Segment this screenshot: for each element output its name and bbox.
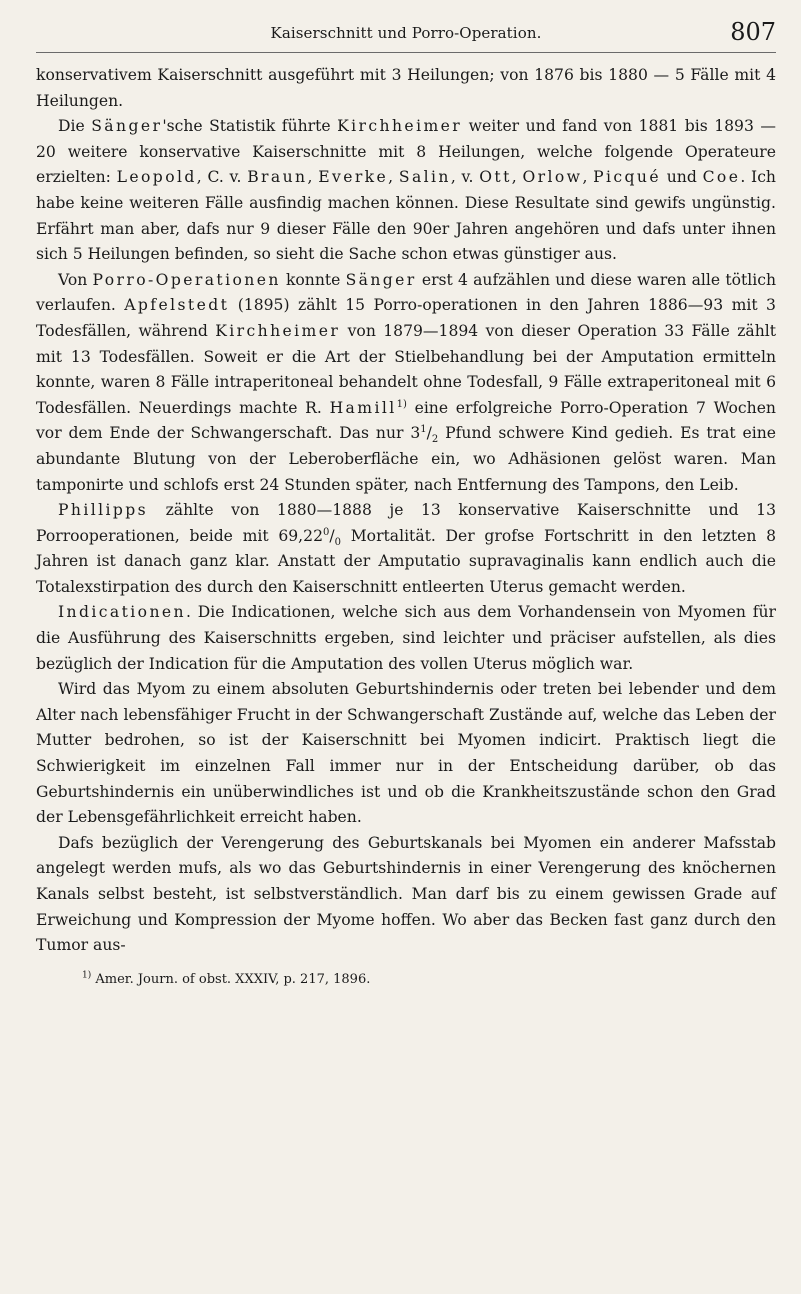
author-name: Orlow [522, 168, 583, 187]
fraction-slash: / [426, 424, 432, 443]
author-name: Coe [702, 168, 741, 187]
percent-slash: / [329, 526, 335, 545]
text-run: eine erfolgreiche Porro-Operation 7 Wochen vor dem Ende der Schwangerschaft. Das nur 3 [36, 398, 776, 443]
author-name: Kirchheimer [215, 321, 341, 340]
percent-sub: 0 [334, 536, 342, 548]
page-header [36, 18, 776, 53]
author-name: Ott [479, 168, 512, 187]
page-number: 807 [730, 18, 776, 46]
book-page [36, 18, 776, 989]
footnote-reference[interactable]: 1) [396, 398, 407, 410]
text-run: (1895) zählt 15 Porro-operationen in den Jahren 1886—93 mit 3 Todesfällen, während [36, 296, 776, 340]
footnote-text: Amer. Journ. of obst. XXXIV, p. 217, 1896. [91, 971, 371, 987]
paragraph-2 [36, 114, 776, 268]
text-run: konnte [280, 270, 346, 289]
text-run: , [511, 168, 523, 187]
text-run: Pfund schwere Kind gedieh. Es trat eine abundante Blutung von der Leberoberfläche ein, wo Adhäsionen gelöst waren. Man tamponirte und schlofs erst 24 Stunden später, nach Entfernung des Tampons, den Leib. [36, 424, 777, 494]
text-run: , [307, 168, 319, 187]
author-name: Everke [318, 168, 389, 187]
text-run: erst 4 aufzählen und diese waren alle tötlich verlaufen. [36, 270, 776, 315]
author-name: Kirchheimer [337, 117, 463, 136]
paragraph-5 [36, 600, 776, 677]
text-run: Von [58, 270, 93, 289]
author-name: Sänger [91, 117, 163, 136]
text-run: konservativem Kaiserschnitt ausgeführt mit 3 Heilungen; von 1876 bis 1880 — 5 Fälle mit 4 Heilungen. [36, 66, 776, 110]
text-run: von 1879—1894 von dieser Operation 33 Fälle zählt mit 13 Todesfällen. Soweit er die Art der Stielbehandlung bei der Amputation ermitteln konnte, waren 8 Fälle intraperitoneal behandelt ohne Todesfall, 9 Fälle extraperitoneal mit 6 Todesfällen. Neuerdings machte R. [36, 321, 776, 417]
paragraph-1 [36, 63, 776, 114]
paragraph-4 [36, 498, 776, 600]
paragraph-7 [36, 831, 776, 959]
author-name: Picqué [593, 168, 662, 187]
text-run: , [388, 168, 399, 187]
paragraph-6 [36, 677, 776, 831]
footnotes [36, 971, 776, 989]
text-run: , C. v. [196, 168, 248, 187]
text-run: Wird das Myom zu einem absoluten Geburtshindernis oder treten bei lebender und dem Alter nach lebensfähiger Frucht in der Schwangerschaft Zustände auf, welche das Leben der Mutter bedrohen, so ist der Kaiserschnitt bei Myomen indicirt. Praktisch liegt die Schwierigkeit im einzelnen Fall immer nur in der Entscheidung darüber, ob das Geburtshindernis ein unüberwindliches ist und ob die Krankheitszustände schon den Grad der Lebensgefährlichkeit erreicht haben. [36, 680, 776, 827]
author-name: Sänger [345, 270, 417, 289]
footnote-mark: 1) [82, 970, 92, 981]
text-run: Die [58, 117, 92, 136]
body-text [36, 63, 776, 959]
section-heading: Indicationen [58, 603, 186, 622]
author-name: Hamill [329, 398, 397, 417]
percent-sup: 0 [323, 526, 330, 538]
paragraph-3 [36, 268, 776, 498]
author-name: Braun [247, 168, 308, 187]
text-run: . Ich habe keine weiteren Fälle ausfindig machen können. Diese Resultate sind gewifs ungünstig. Erfährt man aber, dafs nur 9 dieser Fälle den 90er Jahren angehören und dafs unter ihnen sich 5 Heilungen befinden, so sieht die Sache schon etwas günstiger aus. [36, 168, 776, 264]
author-name: Leopold [116, 168, 197, 187]
text-run: Mortalität. Der grofse Fortschritt in den letzten 8 Jahren ist danach ganz klar. Anstatt der Amputatio supravaginalis kann endlich auch die Totalexstirpation des durch den Kaiserschnitt entleerten Uterus gemacht werden. [36, 526, 776, 596]
spaced-term: Porro-Operationen [92, 270, 281, 289]
text-run: 'sche Statistik führte [162, 117, 338, 136]
text-run: und [661, 168, 703, 187]
text-run: , v. [450, 168, 480, 187]
text-run: Dafs bezüglich der Verengerung des Geburtskanals bei Myomen ein anderer Mafsstab angelegt werden mufs, als wo das Geburtshindernis in einer Verengerung des knöchernen Kanals selbst besteht, ist selbstverständlich. Man darf bis zu einem gewissen Grade auf Erweichung und Kompression der Myome hoffen. Wo aber das Becken fast ganz durch den Tumor aus- [36, 833, 776, 955]
running-head: Kaiserschnitt und Porro-Operation. [270, 24, 542, 42]
author-name: Apfelstedt [124, 296, 230, 315]
text-run: . Die Indicationen, welche sich aus dem Vorhandensein von Myomen für die Ausführung des Kaiserschnitts ergeben, sind leichter und präciser aufstellen, als dies bezüglich der Indication für die Amputation des vollen Uterus möglich war. [36, 603, 776, 673]
author-name: Phillipps [58, 501, 149, 520]
fraction-denominator: 2 [431, 434, 439, 446]
text-run: zählte von 1880—1888 je 13 konservative Kaiserschnitte und 13 Porrooperationen, beide mit 69,22 [36, 501, 776, 545]
text-run: weiter und fand von 1881 bis 1893 — 20 weitere konservative Kaiserschnitte mit 8 Heilungen, welche folgende Operateure erzielten: [36, 117, 776, 187]
fraction-numerator: 1 [420, 424, 427, 436]
text-run: , [582, 168, 594, 187]
author-name: Salin [398, 168, 451, 187]
